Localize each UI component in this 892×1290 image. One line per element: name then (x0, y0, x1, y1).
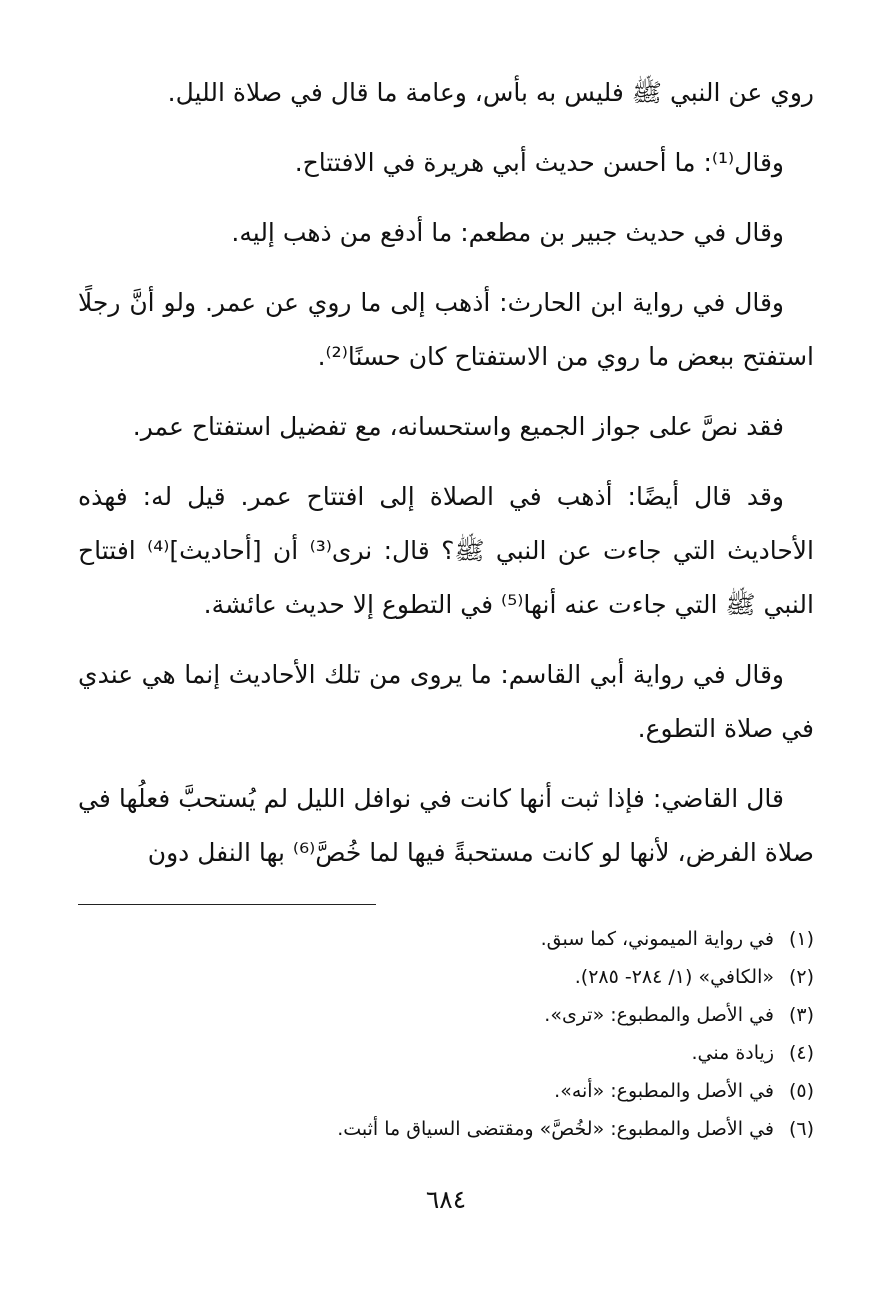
paragraph: روي عن النبي ﷺ فليس به بأس، وعامة ما قال في صلاة الليل. (167, 78, 814, 107)
main-text (78, 66, 814, 896)
footnote-item (78, 996, 814, 1034)
paragraph: وقال في رواية ابن الحارث: أذهب إلى ما روي عن عمر. ولو أنَّ رجلًا استفتح ببعض ما روي من الاستفتاح كان حسنًا⁽²⁾. (78, 288, 814, 371)
footnote-item (78, 1034, 814, 1072)
footnotes-list (78, 920, 814, 1148)
footnote-item (78, 1110, 814, 1148)
footnote-number: (٥) (788, 1080, 814, 1102)
footnote-item (78, 958, 814, 996)
footnote-text: زيادة مني. (691, 1042, 774, 1064)
footnote-item (78, 920, 814, 958)
footnote-number: (٢) (788, 966, 814, 988)
paragraph: وقال في حديث جبير بن مطعم: ما أدفع من ذهب إليه. (231, 218, 784, 247)
footnote-text: في الأصل والمطبوع: «لخُصَّ» ومقتضى السياق ما أثبت. (337, 1118, 774, 1140)
paragraph: وقال في رواية أبي القاسم: ما يروى من تلك الأحاديث إنما هي عندي في صلاة التطوع. (78, 660, 814, 743)
paragraph: فقد نصَّ على جواز الجميع واستحسانه، مع تفضيل استفتاح عمر. (132, 412, 784, 441)
footnote-text: في الأصل والمطبوع: «أنه». (554, 1080, 774, 1102)
paragraph: وقال⁽¹⁾: ما أحسن حديث أبي هريرة في الافتتاح. (294, 148, 784, 177)
footnote-divider (78, 904, 376, 905)
footnote-number: (٤) (788, 1042, 814, 1064)
footnote-text: في الأصل والمطبوع: «ترى». (544, 1004, 774, 1026)
footnote-number: (١) (788, 928, 814, 950)
footnote-item (78, 1072, 814, 1110)
page-number: ٦٨٤ (425, 1185, 467, 1214)
footnote-number: (٦) (788, 1118, 814, 1140)
footnote-text: في رواية الميموني، كما سبق. (540, 928, 774, 950)
footnote-number: (٣) (788, 1004, 814, 1026)
paragraph: قال القاضي: فإذا ثبت أنها كانت في نوافل الليل لم يُستحبَّ فعلُها في صلاة الفرض، لأنها لو كانت مستحبةً فيها لما خُصَّ⁽⁶⁾ بها النفل دون (78, 784, 814, 867)
paragraph: وقد قال أيضًا: أذهب في الصلاة إلى افتتاح عمر. قيل له: فهذه الأحاديث التي جاءت عن النبي ﷺ؟ قال: نرى⁽³⁾ أن [أحاديث]⁽⁴⁾ افتتاح النبي ﷺ التي جاءت عنه أنها⁽⁵⁾ في التطوع إلا حديث عائشة. (78, 482, 814, 619)
footnote-text: «الكافي» (١/ ٢٨٤- ٢٨٥). (574, 966, 774, 988)
